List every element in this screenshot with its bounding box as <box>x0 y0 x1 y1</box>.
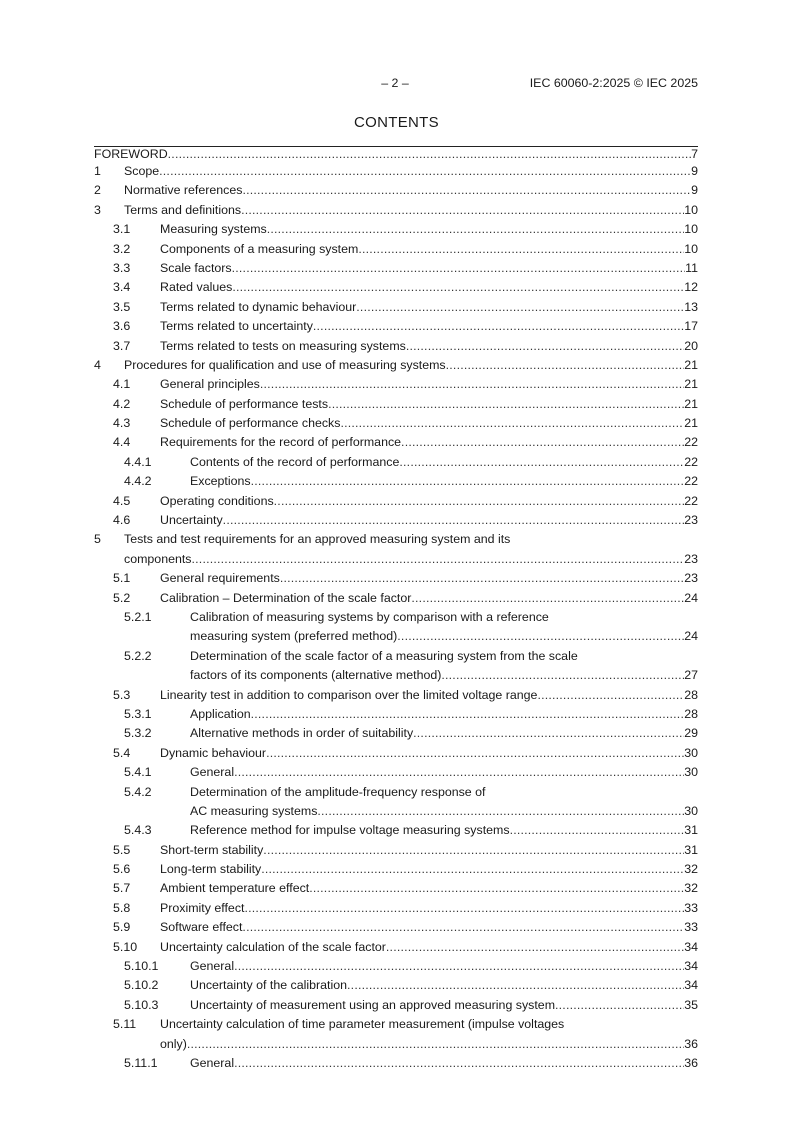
toc-entry-page: 36 <box>684 1036 698 1051</box>
toc-entry-title: Exceptions <box>190 474 251 489</box>
toc-entry-number: 4.4 <box>113 435 131 450</box>
toc-entry-title: AC measuring systems <box>190 803 318 818</box>
toc-entry[interactable] <box>94 647 698 686</box>
dot-leader <box>261 860 684 879</box>
toc-entry[interactable] <box>94 181 698 200</box>
toc-entry[interactable] <box>94 996 698 1015</box>
dot-leader <box>241 201 684 220</box>
dot-leader <box>263 841 684 860</box>
toc-entry[interactable] <box>94 240 698 259</box>
toc-entry-number: 5.10.3 <box>124 997 159 1012</box>
toc-entry[interactable] <box>94 589 698 608</box>
toc-entry[interactable] <box>94 162 698 181</box>
toc-entry-number: 1 <box>94 164 101 178</box>
dot-leader <box>192 550 685 569</box>
toc-entry[interactable] <box>94 608 698 647</box>
toc-entry-number: 5.10 <box>113 939 138 954</box>
toc-entry-number: 3.4 <box>113 280 131 295</box>
toc-entry-title: Long-term stability <box>160 862 262 877</box>
dot-leader <box>168 147 691 162</box>
toc-entry-title: Uncertainty of measurement using an approved measuring system <box>190 997 556 1012</box>
toc-entry-page: 20 <box>684 338 698 353</box>
toc-entry-page: 30 <box>684 765 698 780</box>
toc-entry-title: Requirements for the record of performance <box>160 435 402 450</box>
toc-entry-number: 5.4 <box>113 745 131 760</box>
toc-entry[interactable] <box>94 147 698 162</box>
toc-entry-number: 5.6 <box>113 862 131 877</box>
toc-entry-number: 3.2 <box>113 241 131 256</box>
standard-reference: IEC 60060-2:2025 © IEC 2025 <box>529 76 698 90</box>
toc-entry-title: Operating conditions <box>160 493 274 508</box>
toc-entry-number: 5.10.2 <box>124 978 159 993</box>
toc-entry-title: Terms and definitions <box>124 202 242 217</box>
toc-entry-title: Application <box>190 706 251 721</box>
dot-leader <box>234 957 684 976</box>
toc-entry-page: 30 <box>684 745 698 760</box>
toc-entry-page: 10 <box>684 202 698 217</box>
toc-entry-number: 3.1 <box>113 222 131 237</box>
toc-entry-page: 32 <box>684 862 698 877</box>
toc-entry-title: Linearity test in addition to comparison over the limited voltage range <box>160 687 538 702</box>
dot-leader <box>232 259 686 278</box>
toc-entry-number: 4 <box>94 357 101 372</box>
toc-entry-title: Terms related to dynamic behaviour <box>160 299 357 314</box>
dot-leader <box>159 162 691 181</box>
dot-leader <box>399 453 684 472</box>
toc-entry-title: Uncertainty <box>160 513 223 528</box>
toc-entry-page: 35 <box>684 997 698 1012</box>
toc-entry[interactable] <box>94 511 698 530</box>
toc-entry[interactable] <box>94 1015 698 1054</box>
toc-entry-title: FOREWORD <box>94 147 168 161</box>
toc-entry-page: 21 <box>684 396 698 411</box>
toc-entry-title: Schedule of performance tests <box>160 396 329 411</box>
toc-entry-page: 34 <box>684 939 698 954</box>
toc-entry-page: 13 <box>684 299 698 314</box>
toc-entry-page: 12 <box>684 280 698 295</box>
toc-entry-number: 3.3 <box>113 260 131 275</box>
toc-entry-number: 4.6 <box>113 513 131 528</box>
toc-entry-number: 5 <box>94 532 101 547</box>
toc-entry-page: 23 <box>684 551 698 566</box>
toc-entry-title: Tests and test requirements for an approved measuring system and its <box>124 532 511 547</box>
toc-entry-number: 5.4.3 <box>124 823 152 838</box>
toc-entry-page: 10 <box>684 241 698 256</box>
toc-entry[interactable] <box>94 783 698 822</box>
dot-leader <box>274 492 685 511</box>
toc-entry-page: 27 <box>684 668 698 683</box>
toc-entry-title: Schedule of performance checks <box>160 416 341 431</box>
dot-leader <box>406 337 684 356</box>
toc-entry[interactable] <box>94 705 698 724</box>
toc-entry-title: Components of a measuring system <box>160 241 359 256</box>
toc-entry-page: 7 <box>691 147 698 161</box>
toc-entry-page: 11 <box>685 260 698 275</box>
toc-entry[interactable] <box>94 744 698 763</box>
dot-leader <box>446 356 685 375</box>
toc-entry-number: 5.5 <box>113 842 131 857</box>
dot-leader <box>313 317 684 336</box>
toc-entry-title: measuring system (preferred method) <box>190 629 398 644</box>
dot-leader <box>187 1035 684 1054</box>
toc-entry[interactable] <box>94 530 698 569</box>
dot-leader <box>266 744 684 763</box>
table-of-contents <box>94 146 698 1073</box>
toc-entry[interactable] <box>94 763 698 782</box>
toc-entry[interactable] <box>94 433 698 452</box>
dot-leader <box>401 433 684 452</box>
dot-leader <box>386 938 684 957</box>
toc-entry[interactable] <box>94 957 698 976</box>
toc-entry-number: 5.2.1 <box>124 609 152 624</box>
toc-entry-page: 28 <box>684 687 698 702</box>
toc-entry-title: Software effect <box>160 920 243 935</box>
toc-entry-title: Contents of the record of performance <box>190 454 400 469</box>
dot-leader <box>347 976 684 995</box>
toc-entry-page: 24 <box>684 590 698 605</box>
toc-entry-title: General <box>190 765 235 780</box>
toc-entry-number: 4.5 <box>113 493 131 508</box>
toc-entry-number: 5.2 <box>113 590 131 605</box>
toc-entry-title: Determination of the amplitude-frequency response of <box>190 784 486 799</box>
toc-entry-number: 2 <box>94 183 101 198</box>
toc-entry-number: 5.3.2 <box>124 726 152 741</box>
toc-entry-number: 5.7 <box>113 881 131 896</box>
dot-leader <box>242 181 691 200</box>
toc-entry-title: Calibration of measuring systems by comparison with a reference <box>190 609 549 624</box>
toc-entry[interactable] <box>94 976 698 995</box>
toc-entry[interactable] <box>94 337 698 356</box>
dot-leader <box>234 763 684 782</box>
toc-entry-number: 5.9 <box>113 920 131 935</box>
toc-entry[interactable] <box>94 414 698 433</box>
dot-leader <box>242 918 684 937</box>
toc-entry[interactable] <box>94 453 698 472</box>
toc-entry-title: General <box>190 959 235 974</box>
toc-entry-page: 21 <box>684 357 698 372</box>
toc-entry-page: 21 <box>684 377 698 392</box>
toc-entry-page: 17 <box>684 319 698 334</box>
toc-entry-page: 31 <box>684 823 698 838</box>
toc-entry-number: 5.8 <box>113 900 131 915</box>
toc-entry-page: 23 <box>684 571 698 586</box>
toc-entry-number: 3.7 <box>113 338 131 353</box>
toc-entry[interactable] <box>94 918 698 937</box>
toc-entry-page: 21 <box>684 416 698 431</box>
toc-entry-title: Calibration – Determination of the scale factor <box>160 590 412 605</box>
toc-entry-number: 4.1 <box>113 377 131 392</box>
toc-entry-number: 5.4.1 <box>124 765 152 780</box>
dot-leader <box>309 879 684 898</box>
toc-entry-page: 22 <box>684 454 698 469</box>
toc-entry-page: 9 <box>691 183 698 198</box>
toc-entry-number: 5.3.1 <box>124 706 152 721</box>
toc-entry-page: 31 <box>684 842 698 857</box>
dot-leader <box>317 802 684 821</box>
toc-entry-title: Measuring systems <box>160 222 267 237</box>
toc-entry-title: General <box>190 1055 235 1070</box>
dot-leader <box>340 414 684 433</box>
toc-entry-number: 3.6 <box>113 319 131 334</box>
toc-entry[interactable] <box>94 375 698 394</box>
toc-entry-title: Short-term stability <box>160 842 264 857</box>
toc-entry-number: 4.2 <box>113 396 131 411</box>
dot-leader <box>232 278 684 297</box>
toc-entry[interactable] <box>94 938 698 957</box>
toc-entry-title: Proximity effect <box>160 900 245 915</box>
toc-entry[interactable] <box>94 686 698 705</box>
dot-leader <box>280 569 684 588</box>
dot-leader <box>260 375 684 394</box>
toc-entry-title: Uncertainty calculation of time parameter measurement (impulse voltages <box>160 1017 565 1032</box>
toc-entry-title: Procedures for qualification and use of measuring systems <box>124 357 446 372</box>
toc-entry-title: Scope <box>124 164 160 178</box>
toc-entry-page: 9 <box>691 164 698 178</box>
toc-entry[interactable] <box>94 278 698 297</box>
page-title: CONTENTS <box>354 114 439 131</box>
toc-entry-page: 23 <box>684 513 698 528</box>
toc-entry-number: 5.11 <box>113 1017 137 1032</box>
toc-entry-number: 4.4.2 <box>124 474 152 489</box>
dot-leader <box>356 298 684 317</box>
toc-entry-title: Normative references <box>124 183 243 198</box>
toc-entry[interactable] <box>94 356 698 375</box>
toc-entry-title: Uncertainty calculation of the scale factor <box>160 939 386 954</box>
toc-entry-page: 33 <box>684 920 698 935</box>
toc-entry[interactable] <box>94 220 698 239</box>
toc-entry-number: 5.4.2 <box>124 784 152 799</box>
toc-entry-page: 29 <box>684 726 698 741</box>
toc-entry[interactable] <box>94 395 698 414</box>
toc-entry[interactable] <box>94 298 698 317</box>
toc-entry-title: Alternative methods in order of suitability <box>190 726 414 741</box>
toc-entry-number: 5.10.1 <box>124 959 159 974</box>
toc-entry-number: 5.3 <box>113 687 131 702</box>
toc-entry-title: Terms related to tests on measuring systems <box>160 338 406 353</box>
toc-entry[interactable] <box>94 492 698 511</box>
toc-entry-title: Reference method for impulse voltage measuring systems <box>190 823 510 838</box>
dot-leader <box>244 899 684 918</box>
page-number: – 2 – <box>381 76 409 90</box>
toc-entry-page: 34 <box>684 959 698 974</box>
toc-entry-number: 5.11.1 <box>124 1055 158 1070</box>
toc-entry-page: 22 <box>684 435 698 450</box>
dot-leader <box>328 395 684 414</box>
dot-leader <box>234 1054 684 1073</box>
toc-entry-number: 5.2.2 <box>124 648 152 663</box>
dot-leader <box>411 589 684 608</box>
toc-entry-title: Determination of the scale factor of a measuring system from the scale <box>190 648 578 663</box>
toc-entry[interactable] <box>94 259 698 278</box>
toc-entry[interactable] <box>94 860 698 879</box>
toc-entry[interactable] <box>94 472 698 491</box>
dot-leader <box>441 666 684 685</box>
toc-entry-title: General requirements <box>160 571 280 586</box>
dot-leader <box>251 472 685 491</box>
dot-leader <box>555 996 684 1015</box>
dot-leader <box>510 821 685 840</box>
toc-entry-number: 4.3 <box>113 416 131 431</box>
toc-entry-title: factors of its components (alternative method) <box>190 668 442 683</box>
toc-entry-title: General principles <box>160 377 260 392</box>
toc-entry-page: 10 <box>684 222 698 237</box>
toc-entry-title: components <box>124 551 192 566</box>
toc-entry-title: only) <box>160 1036 187 1051</box>
toc-entry-page: 30 <box>684 803 698 818</box>
toc-entry-number: 5.1 <box>113 571 131 586</box>
toc-entry[interactable] <box>94 724 698 743</box>
toc-entry-page: 34 <box>684 978 698 993</box>
toc-entry-title: Ambient temperature effect <box>160 881 310 896</box>
toc-entry-page: 33 <box>684 900 698 915</box>
toc-entry[interactable] <box>94 841 698 860</box>
toc-entry-page: 24 <box>684 629 698 644</box>
toc-entry-title: Scale factors <box>160 260 232 275</box>
toc-entry[interactable] <box>94 569 698 588</box>
toc-entry[interactable] <box>94 1054 698 1073</box>
dot-leader <box>223 511 685 530</box>
toc-entry[interactable] <box>94 317 698 336</box>
toc-entry-page: 22 <box>684 474 698 489</box>
dot-leader <box>251 705 685 724</box>
toc-entry[interactable] <box>94 879 698 898</box>
dot-leader <box>267 220 684 239</box>
toc-entry-title: Terms related to uncertainty <box>160 319 313 334</box>
toc-entry-title: Dynamic behaviour <box>160 745 267 760</box>
toc-entry-title: Uncertainty of the calibration <box>190 978 348 993</box>
dot-leader <box>358 240 684 259</box>
dot-leader <box>413 724 684 743</box>
toc-entry-page: 28 <box>684 706 698 721</box>
toc-entry-number: 3 <box>94 202 101 217</box>
toc-entry-page: 22 <box>684 493 698 508</box>
toc-entry-page: 36 <box>684 1055 698 1070</box>
toc-entry[interactable] <box>94 821 698 840</box>
dot-leader <box>397 627 684 646</box>
dot-leader <box>537 686 684 705</box>
toc-entry[interactable] <box>94 201 698 220</box>
toc-entry[interactable] <box>94 899 698 918</box>
toc-entry-number: 3.5 <box>113 299 131 314</box>
toc-entry-title: Rated values <box>160 280 233 295</box>
toc-entry-number: 4.4.1 <box>124 454 152 469</box>
toc-entry-page: 32 <box>684 881 698 896</box>
